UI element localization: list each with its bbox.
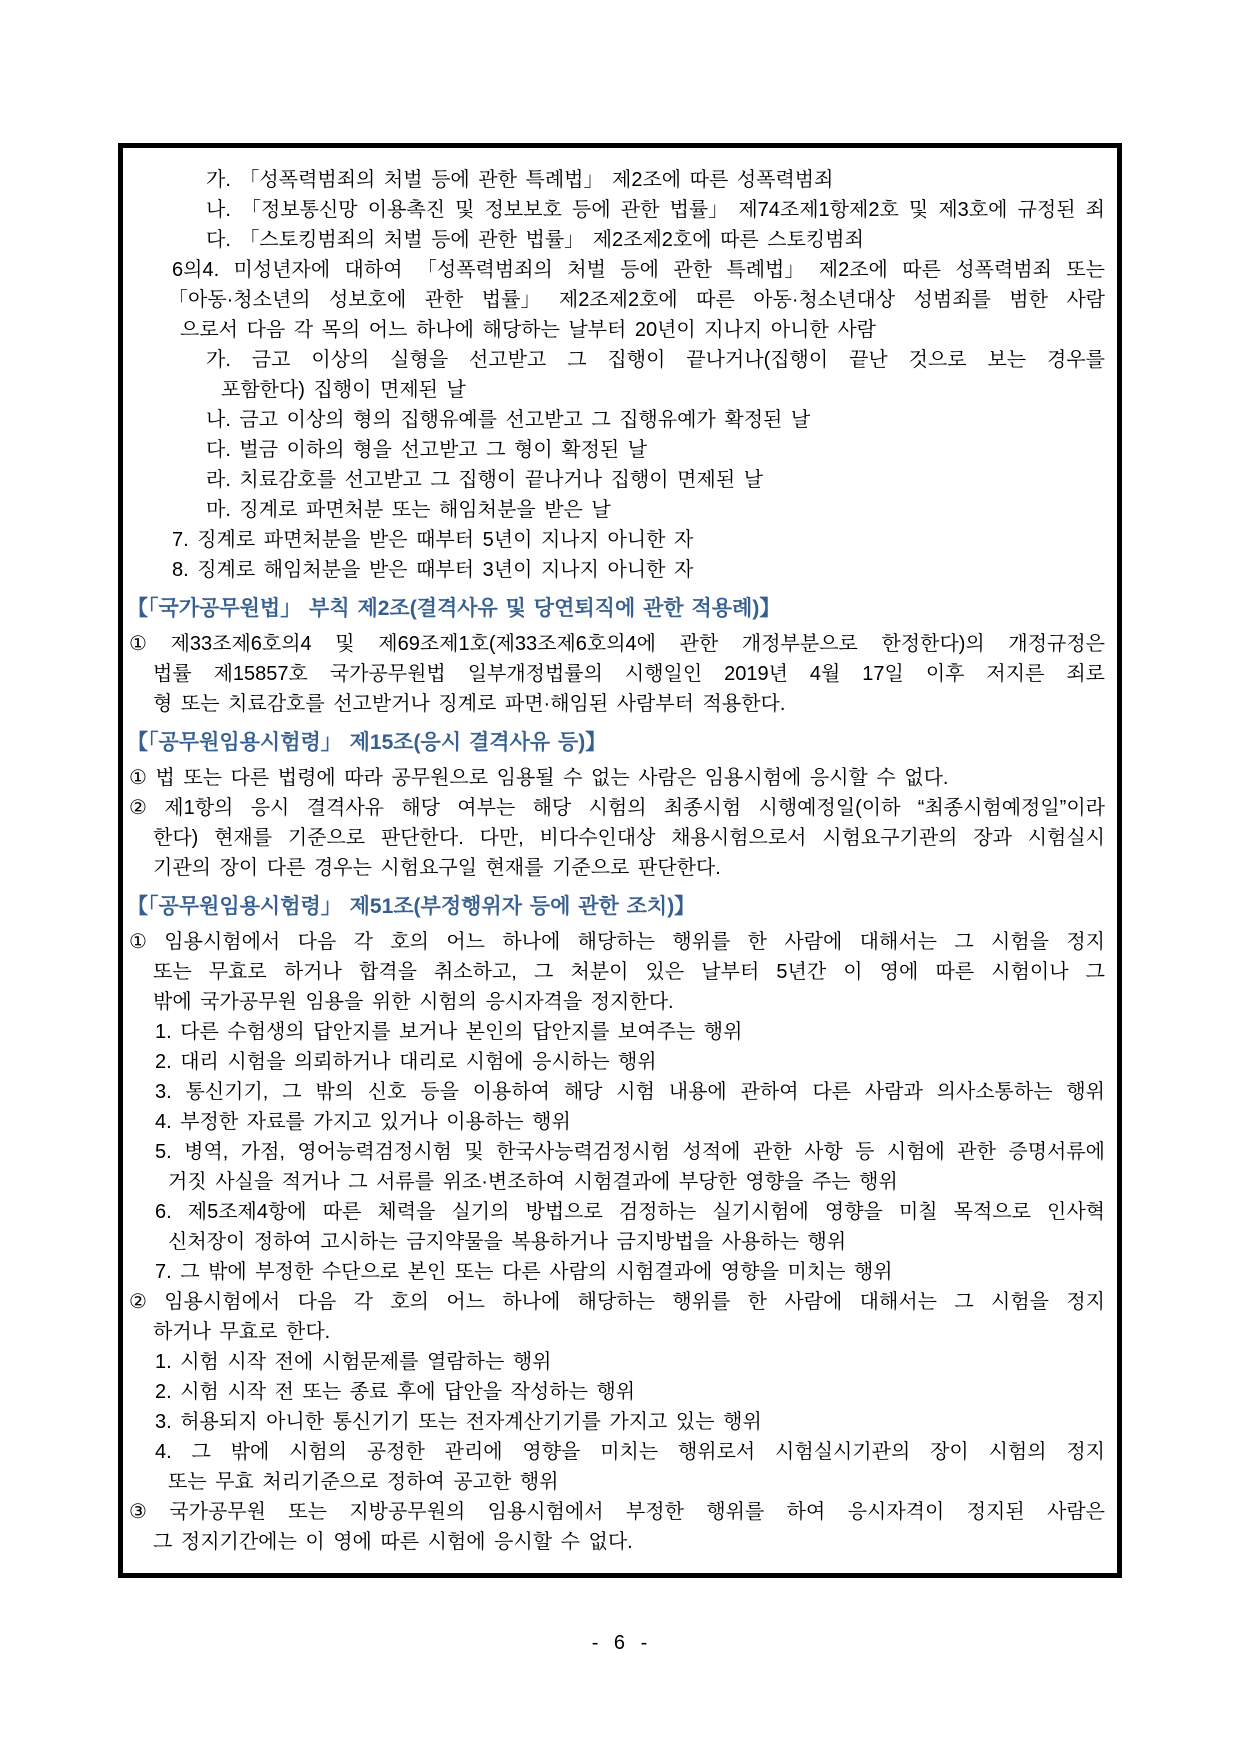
text-line bbox=[123, 195, 1105, 225]
section-heading-text: 【「공무원임용시험령」 제15조(응시 결격사유 등)】 bbox=[127, 731, 607, 754]
text-line-content: 형 또는 치료감호를 선고받거나 징계로 파면·해임된 사람부터 적용한다. bbox=[153, 693, 786, 715]
text-line bbox=[123, 315, 1105, 345]
text-line-content: ③ 국가공무원 또는 지방공무원의 임용시험에서 부정한 행위를 하여 응시자격이 정지된 사람은 bbox=[129, 1501, 1105, 1523]
text-line-content: 1. 다른 수험생의 답안지를 보거나 본인의 답안지를 보여주는 행위 bbox=[155, 1021, 743, 1043]
text-line bbox=[123, 1257, 1105, 1287]
text-line bbox=[123, 285, 1105, 315]
text-line-content: 밖에 국가공무원 임용을 위한 시험의 응시자격을 정지한다. bbox=[153, 991, 674, 1013]
text-line bbox=[123, 465, 1105, 495]
section-heading bbox=[123, 594, 1105, 624]
text-line-content: 그 정지기간에는 이 영에 따른 시험에 응시할 수 없다. bbox=[153, 1531, 633, 1553]
section-heading bbox=[123, 892, 1105, 922]
text-line bbox=[123, 1017, 1105, 1047]
text-line bbox=[123, 1437, 1105, 1467]
text-line bbox=[123, 689, 1105, 719]
text-line-content: 신처장이 정하여 고시하는 금지약물을 복용하거나 금지방법을 사용하는 행위 bbox=[168, 1231, 847, 1253]
text-line-content: 3. 허용되지 아니한 통신기기 또는 전자계산기기를 가지고 있는 행위 bbox=[155, 1411, 762, 1433]
text-line-content: 으로서 다음 각 목의 어느 하나에 해당하는 날부터 20년이 지나지 아니한 사람 bbox=[180, 319, 876, 341]
text-line-content: 다. 「스토킹범죄의 처벌 등에 관한 법률」 제2조제2호에 따른 스토킹범죄 bbox=[206, 229, 864, 251]
text-line-content: 8. 징계로 해임처분을 받은 때부터 3년이 지나지 아니한 자 bbox=[172, 559, 694, 581]
text-line bbox=[123, 629, 1105, 659]
text-line bbox=[123, 405, 1105, 435]
notice-content bbox=[123, 148, 1117, 1557]
text-line bbox=[123, 1167, 1105, 1197]
text-line-content: 포함한다) 집행이 면제된 날 bbox=[221, 379, 466, 401]
text-line bbox=[123, 793, 1105, 823]
text-line-content: 4. 그 밖에 시험의 공정한 관리에 영향을 미치는 행위로서 시험실시기관의 장이 시험의 정지 bbox=[155, 1441, 1105, 1463]
text-line bbox=[123, 1197, 1105, 1227]
text-line-content: 한다) 현재를 기준으로 판단한다. 다만, 비다수인대상 채용시험으로서 시험요구기관의 장과 시험실시 bbox=[153, 827, 1105, 849]
section-heading bbox=[123, 728, 1105, 758]
text-line-content: 1. 시험 시작 전에 시험문제를 열람하는 행위 bbox=[155, 1351, 552, 1373]
text-line bbox=[123, 823, 1105, 853]
text-line-content: 가. 「성폭력범죄의 처벌 등에 관한 특례법」 제2조에 따른 성폭력범죄 bbox=[206, 169, 834, 191]
text-line bbox=[123, 165, 1105, 195]
text-line bbox=[123, 1107, 1105, 1137]
text-line-content: 2. 대리 시험을 의뢰하거나 대리로 시험에 응시하는 행위 bbox=[155, 1051, 657, 1073]
text-line-content: 하거나 무효로 한다. bbox=[153, 1321, 331, 1343]
text-line bbox=[123, 659, 1105, 689]
text-line bbox=[123, 1287, 1105, 1317]
text-line bbox=[123, 1527, 1105, 1557]
text-line-content: 4. 부정한 자료를 가지고 있거나 이용하는 행위 bbox=[155, 1111, 571, 1133]
text-line-content: 3. 통신기기, 그 밖의 신호 등을 이용하여 해당 시험 내용에 관하여 다른 사람과 의사소통하는 행위 bbox=[155, 1081, 1105, 1103]
text-line bbox=[123, 435, 1105, 465]
text-line-content: 마. 징계로 파면처분 또는 해임처분을 받은 날 bbox=[206, 499, 611, 521]
text-line-content: 「아동·청소년의 성보호에 관한 법률」 제2조제2호에 따른 아동·청소년대상 성범죄를 범한 사람 bbox=[168, 289, 1105, 311]
text-line-content: 7. 그 밖에 부정한 수단으로 본인 또는 다른 사람의 시험결과에 영향을 미치는 행위 bbox=[155, 1261, 893, 1283]
text-line bbox=[123, 555, 1105, 585]
text-line bbox=[123, 255, 1105, 285]
text-line-content: ① 임용시험에서 다음 각 호의 어느 하나에 해당하는 행위를 한 사람에 대해서는 그 시험을 정지 bbox=[129, 931, 1105, 953]
text-line bbox=[123, 1377, 1105, 1407]
text-line bbox=[123, 957, 1105, 987]
text-line bbox=[123, 1077, 1105, 1107]
text-line-content: 7. 징계로 파면처분을 받은 때부터 5년이 지나지 아니한 자 bbox=[172, 529, 694, 551]
text-line-content: 나. 금고 이상의 형의 집행유예를 선고받고 그 집행유예가 확정된 날 bbox=[206, 409, 811, 431]
text-line bbox=[123, 225, 1105, 255]
text-line-content: 가. 금고 이상의 실형을 선고받고 그 집행이 끝나거나(집행이 끝난 것으로 보는 경우를 bbox=[206, 349, 1105, 371]
text-line bbox=[123, 763, 1105, 793]
text-line-content: 2. 시험 시작 전 또는 종료 후에 답안을 작성하는 행위 bbox=[155, 1381, 636, 1403]
text-line-content: 또는 무효 처리기준으로 정하여 공고한 행위 bbox=[168, 1471, 559, 1493]
text-line-content: ① 제33조제6호의4 및 제69조제1호(제33조제6호의4에 관한 개정부분으로 한정한다)의 개정규정은 bbox=[129, 633, 1105, 655]
text-line bbox=[123, 375, 1105, 405]
text-line bbox=[123, 1317, 1105, 1347]
section-heading-text: 【「국가공무원법」 부칙 제2조(결격사유 및 당연퇴직에 관한 적용례)】 bbox=[127, 597, 781, 620]
text-line-content: ② 제1항의 응시 결격사유 해당 여부는 해당 시험의 최종시험 시행예정일(이하 “최종시험예정일”이라 bbox=[129, 797, 1105, 819]
text-line bbox=[123, 987, 1105, 1017]
text-line bbox=[123, 495, 1105, 525]
text-line-content: ① 법 또는 다른 법령에 따라 공무원으로 임용될 수 없는 사람은 임용시험에 응시할 수 없다. bbox=[129, 767, 949, 789]
text-line bbox=[123, 1407, 1105, 1437]
text-line bbox=[123, 1497, 1105, 1527]
text-line bbox=[123, 1347, 1105, 1377]
text-line bbox=[123, 345, 1105, 375]
text-line-content: 5. 병역, 가점, 영어능력검정시험 및 한국사능력검정시험 성적에 관한 사항 등 시험에 관한 증명서류에 bbox=[155, 1141, 1105, 1163]
text-line-content: ② 임용시험에서 다음 각 호의 어느 하나에 해당하는 행위를 한 사람에 대해서는 그 시험을 정지 bbox=[129, 1291, 1105, 1313]
text-line-content: 거짓 사실을 적거나 그 서류를 위조·변조하여 시험결과에 부당한 영향을 주는 행위 bbox=[168, 1171, 898, 1193]
text-line-content: 또는 무효로 하거나 합격을 취소하고, 그 처분이 있은 날부터 5년간 이 영에 따른 시험이나 그 bbox=[153, 961, 1105, 983]
text-line bbox=[123, 1137, 1105, 1167]
text-line-content: 다. 벌금 이하의 형을 선고받고 그 형이 확정된 날 bbox=[206, 439, 648, 461]
text-line bbox=[123, 1047, 1105, 1077]
text-line bbox=[123, 1227, 1105, 1257]
text-line-content: 6. 제5조제4항에 따른 체력을 실기의 방법으로 검정하는 실기시험에 영향을 미칠 목적으로 인사혁 bbox=[155, 1201, 1105, 1223]
text-line bbox=[123, 853, 1105, 883]
text-line-content: 6의4. 미성년자에 대하여 「성폭력범죄의 처벌 등에 관한 특례법」 제2조에 따른 성폭력범죄 또는 bbox=[172, 259, 1105, 281]
text-line-content: 법률 제15857호 국가공무원법 일부개정법률의 시행일인 2019년 4월 17일 이후 저지른 죄로 bbox=[153, 663, 1105, 685]
section-heading-text: 【「공무원임용시험령」 제51조(부정행위자 등에 관한 조치)】 bbox=[127, 895, 696, 918]
text-line-content: 기관의 장이 다른 경우는 시험요구일 현재를 기준으로 판단한다. bbox=[153, 857, 721, 879]
legal-notice-box bbox=[118, 143, 1122, 1578]
text-line-content: 나. 「정보통신망 이용촉진 및 정보보호 등에 관한 법률」 제74조제1항제2호 및 제3호에 규정된 죄 bbox=[206, 199, 1105, 221]
text-line bbox=[123, 927, 1105, 957]
page-number: - 6 - bbox=[591, 1632, 649, 1654]
text-line bbox=[123, 1467, 1105, 1497]
text-line bbox=[123, 525, 1105, 555]
text-line-content: 라. 치료감호를 선고받고 그 집행이 끝나거나 집행이 면제된 날 bbox=[206, 469, 764, 491]
